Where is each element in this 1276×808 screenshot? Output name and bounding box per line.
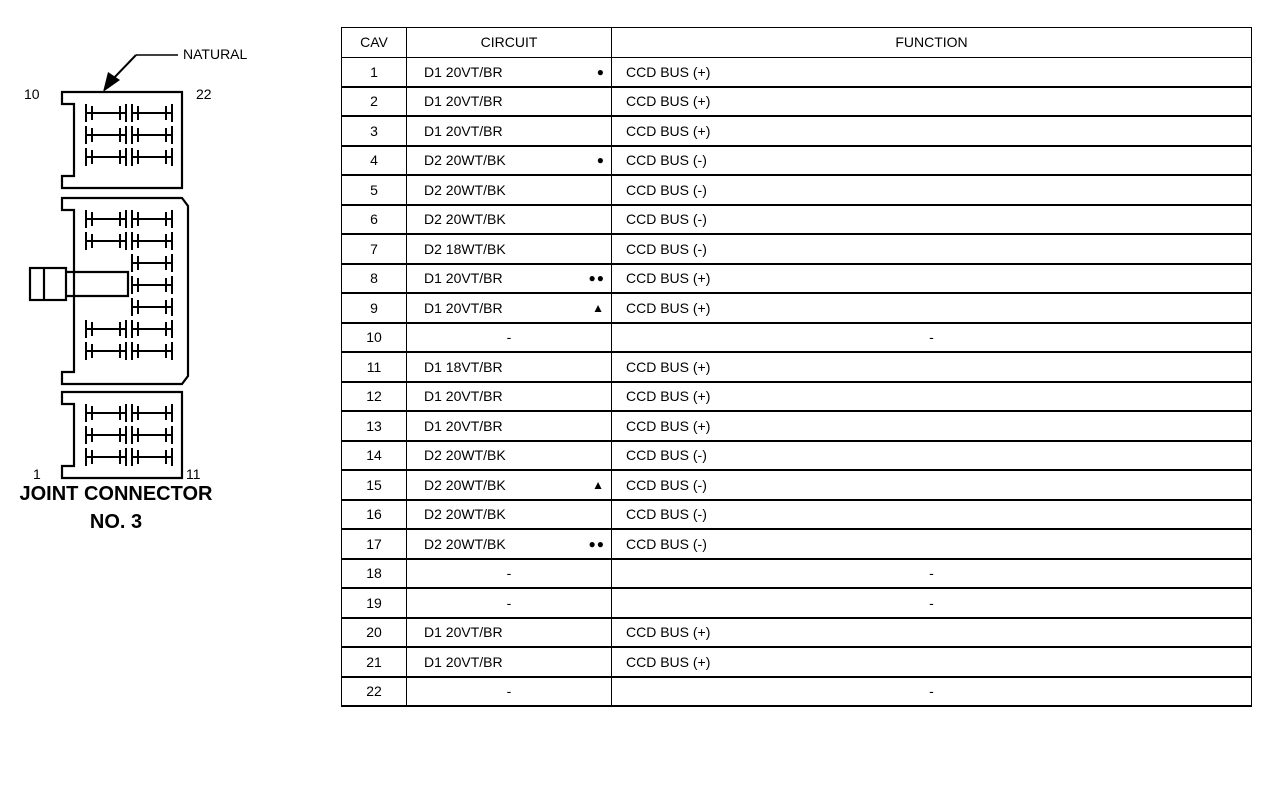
circuit-code: D2 20WT/BK — [424, 152, 506, 169]
function-cell: CCD BUS (-) — [612, 234, 1252, 264]
cav-column-header: CAV — [342, 28, 407, 58]
cavity-terminal-icon — [132, 320, 172, 338]
pin-number-1-label: 1 — [33, 466, 41, 482]
table-header-row — [342, 28, 1252, 58]
table-row — [342, 352, 1252, 382]
circuit-cell — [407, 57, 612, 87]
function-cell: CCD BUS (+) — [612, 411, 1252, 441]
circuit-code: D1 20VT/BR — [424, 93, 503, 110]
cavity-terminal-icon — [86, 426, 126, 444]
cavity-number-cell: 9 — [342, 293, 407, 323]
cavity-terminal-icon — [86, 210, 126, 228]
cavity-terminal-icon — [86, 126, 126, 144]
cavity-number-cell: 4 — [342, 146, 407, 176]
table-row — [342, 57, 1252, 87]
table-row — [342, 264, 1252, 294]
circuit-code: D2 20WT/BK — [424, 476, 506, 493]
circuit-cell: - — [407, 323, 612, 353]
connector-block-middle — [30, 198, 188, 384]
circuit-cell — [407, 441, 612, 471]
function-cell: CCD BUS (-) — [612, 205, 1252, 235]
cavity-terminal-icon — [86, 342, 126, 360]
circuit-code: D1 18VT/BR — [424, 358, 503, 375]
circuit-code: D1 20VT/BR — [424, 653, 503, 670]
table-row — [342, 116, 1252, 146]
function-cell: - — [612, 677, 1252, 707]
circuit-marker-icon: ●● — [588, 271, 605, 286]
pin-number-11-label: 11 — [186, 466, 201, 482]
cavity-number-cell: 5 — [342, 175, 407, 205]
function-cell: CCD BUS (+) — [612, 618, 1252, 648]
connector-title: JOINT CONNECTOR — [19, 483, 213, 505]
circuit-code: D2 20WT/BK — [424, 447, 506, 464]
table-row — [342, 382, 1252, 412]
circuit-cell: - — [407, 677, 612, 707]
table-row — [342, 529, 1252, 559]
connector-number: NO. 3 — [89, 511, 143, 533]
table-row — [342, 87, 1252, 117]
cavity-number-cell: 3 — [342, 116, 407, 146]
cavity-number-cell: 21 — [342, 647, 407, 677]
circuit-code: D2 20WT/BK — [424, 181, 506, 198]
function-cell: CCD BUS (+) — [612, 87, 1252, 117]
circuit-cell — [407, 500, 612, 530]
function-column-header: FUNCTION — [612, 28, 1252, 58]
cavity-number-cell: 11 — [342, 352, 407, 382]
circuit-code: D1 20VT/BR — [424, 122, 503, 139]
function-cell: CCD BUS (-) — [612, 470, 1252, 500]
joint-connector-figure — [0, 0, 300, 600]
cavity-terminal-icon — [86, 104, 126, 122]
natural-leader-arrow — [103, 55, 178, 92]
cavity-terminal-icon — [132, 254, 172, 272]
pin-number-10-label: 10 — [24, 86, 40, 102]
cavity-number-cell: 2 — [342, 87, 407, 117]
circuit-code: D2 20WT/BK — [424, 211, 506, 228]
cavity-number-cell: 22 — [342, 677, 407, 707]
pinout-table-body — [342, 57, 1252, 706]
circuit-cell — [407, 382, 612, 412]
function-cell: CCD BUS (-) — [612, 500, 1252, 530]
circuit-cell — [407, 175, 612, 205]
table-row — [342, 411, 1252, 441]
circuit-marker-icon: ▲ — [592, 300, 605, 315]
table-row — [342, 205, 1252, 235]
cavity-terminal-icon — [132, 298, 172, 316]
circuit-code: D2 20WT/BK — [424, 535, 506, 552]
function-cell: CCD BUS (+) — [612, 647, 1252, 677]
cavity-number-cell: 19 — [342, 588, 407, 618]
cavity-terminal-icon — [132, 210, 172, 228]
cavity-number-cell: 1 — [342, 57, 407, 87]
circuit-marker-icon: ▲ — [592, 477, 605, 492]
function-cell: CCD BUS (-) — [612, 529, 1252, 559]
circuit-cell — [407, 87, 612, 117]
pinout-table — [341, 27, 1252, 707]
cavity-terminal-icon — [132, 148, 172, 166]
cavity-number-cell: 7 — [342, 234, 407, 264]
connector-block-top — [62, 92, 182, 188]
cavity-number-cell: 6 — [342, 205, 407, 235]
table-row — [342, 647, 1252, 677]
circuit-code: D2 18WT/BK — [424, 240, 506, 257]
circuit-cell — [407, 618, 612, 648]
circuit-cell — [407, 264, 612, 294]
cavity-number-cell: 14 — [342, 441, 407, 471]
natural-color-label: NATURAL — [183, 46, 248, 62]
cavity-terminal-icon — [132, 342, 172, 360]
circuit-cell — [407, 116, 612, 146]
table-row — [342, 441, 1252, 471]
circuit-code: D1 20VT/BR — [424, 388, 503, 405]
circuit-code: D1 20VT/BR — [424, 299, 503, 316]
function-cell: CCD BUS (-) — [612, 146, 1252, 176]
cavity-terminal-icon — [132, 426, 172, 444]
cavity-terminal-icon — [86, 404, 126, 422]
table-row — [342, 559, 1252, 589]
circuit-code: D1 20VT/BR — [424, 63, 503, 80]
cavity-terminal-icon — [86, 320, 126, 338]
circuit-cell — [407, 205, 612, 235]
circuit-cell — [407, 411, 612, 441]
cavity-terminal-icon — [132, 404, 172, 422]
circuit-cell — [407, 234, 612, 264]
cavity-terminal-icon — [132, 126, 172, 144]
table-row — [342, 588, 1252, 618]
function-cell: - — [612, 588, 1252, 618]
function-cell: CCD BUS (+) — [612, 116, 1252, 146]
function-cell: CCD BUS (+) — [612, 382, 1252, 412]
table-row — [342, 146, 1252, 176]
circuit-code: D2 20WT/BK — [424, 506, 506, 523]
circuit-cell — [407, 293, 612, 323]
function-cell: CCD BUS (+) — [612, 293, 1252, 323]
cavity-number-cell: 17 — [342, 529, 407, 559]
function-cell: CCD BUS (-) — [612, 175, 1252, 205]
circuit-cell — [407, 470, 612, 500]
table-row — [342, 323, 1252, 353]
table-row — [342, 618, 1252, 648]
circuit-cell — [407, 146, 612, 176]
cavity-terminal-icon — [132, 232, 172, 250]
cavity-terminal-icon — [86, 232, 126, 250]
table-row — [342, 470, 1252, 500]
circuit-marker-icon: ● — [596, 153, 605, 168]
circuit-cell — [407, 352, 612, 382]
cavity-number-cell: 16 — [342, 500, 407, 530]
circuit-code: D1 20VT/BR — [424, 624, 503, 641]
function-cell: CCD BUS (+) — [612, 352, 1252, 382]
cavity-terminal-icon — [132, 448, 172, 466]
cavity-number-cell: 12 — [342, 382, 407, 412]
cavity-terminal-icon — [132, 276, 172, 294]
connector-drawing — [0, 0, 300, 560]
cavity-terminal-icon — [86, 148, 126, 166]
circuit-column-header: CIRCUIT — [407, 28, 612, 58]
cavity-number-cell: 8 — [342, 264, 407, 294]
cavity-number-cell: 20 — [342, 618, 407, 648]
circuit-code: D1 20VT/BR — [424, 270, 503, 287]
circuit-cell — [407, 647, 612, 677]
circuit-cell: - — [407, 559, 612, 589]
cavity-number-cell: 18 — [342, 559, 407, 589]
circuit-cell: - — [407, 588, 612, 618]
function-cell: - — [612, 323, 1252, 353]
table-row — [342, 500, 1252, 530]
function-cell: CCD BUS (+) — [612, 264, 1252, 294]
table-row — [342, 677, 1252, 707]
cavity-number-cell: 13 — [342, 411, 407, 441]
function-cell: CCD BUS (-) — [612, 441, 1252, 471]
function-cell: - — [612, 559, 1252, 589]
pin-number-22-label: 22 — [196, 86, 212, 102]
table-row — [342, 175, 1252, 205]
cavity-number-cell: 15 — [342, 470, 407, 500]
circuit-cell — [407, 529, 612, 559]
table-row — [342, 293, 1252, 323]
circuit-marker-icon: ●● — [588, 536, 605, 551]
circuit-code: D1 20VT/BR — [424, 417, 503, 434]
cavity-terminal-icon — [132, 104, 172, 122]
cavity-terminal-icon — [86, 448, 126, 466]
circuit-marker-icon: ● — [596, 64, 605, 79]
cavity-number-cell: 10 — [342, 323, 407, 353]
function-cell: CCD BUS (+) — [612, 57, 1252, 87]
table-row — [342, 234, 1252, 264]
